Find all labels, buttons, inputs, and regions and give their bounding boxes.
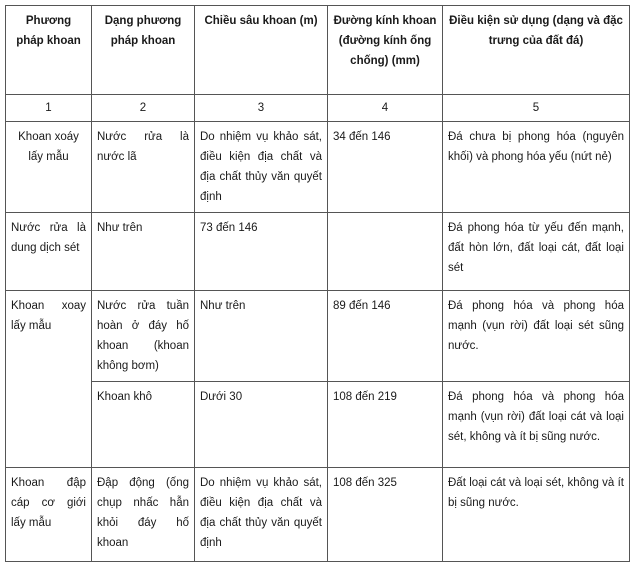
column-number-row [6,95,630,122]
conditions-cell: Đá phong hóa từ yếu đến mạnh, đất hòn lớn, đất loại cát, đất loại sét [443,213,630,291]
header-method: Phương pháp khoan [6,6,92,95]
header-type: Dạng phương pháp khoan [92,6,195,95]
type-cell: Nước rửa là nước lã [92,122,195,213]
column-number: 3 [195,95,328,122]
drilling-methods-table [5,5,630,562]
header-diameter: Đường kính khoan (đường kính ống chống) (mm) [328,6,443,95]
column-number: 4 [328,95,443,122]
table-row [6,213,630,291]
depth-cell: Dưới 30 [195,382,328,468]
diameter-cell: 89 đến 146 [328,291,443,382]
depth-cell: Do nhiệm vụ khảo sát, điều kiện địa chất và địa chất thủy văn quyết định [195,122,328,213]
type-cell: Như trên [92,213,195,291]
method-cell: Khoan xoay lấy mẫu [6,291,92,468]
header-row [6,6,630,95]
table-row [6,291,630,382]
header-depth: Chiều sâu khoan (m) [195,6,328,95]
depth-cell: 73 đến 146 [195,213,328,291]
depth-cell: Như trên [195,291,328,382]
type-cell: Nước rửa tuần hoàn ở đáy hố khoan (khoan không bơm) [92,291,195,382]
diameter-cell: 108 đến 325 [328,468,443,562]
conditions-cell: Đá phong hóa và phong hóa mạnh (vụn rời) đất loại cát và loại sét, không và ít bị sũng nước. [443,382,630,468]
column-number: 5 [443,95,630,122]
diameter-cell: 34 đến 146 [328,122,443,213]
method-cell: Nước rửa là dung dịch sét [6,213,92,291]
column-number: 2 [92,95,195,122]
table-row [6,122,630,213]
conditions-cell: Đá phong hóa và phong hóa mạnh (vụn rời) đất loại sét sũng nước. [443,291,630,382]
table-row [6,382,630,468]
conditions-cell: Đất loại cát và loại sét, không và ít bị sũng nước. [443,468,630,562]
type-cell: Đập động (ống chụp nhấc hẫn khỏi đáy hố khoan [92,468,195,562]
column-number: 1 [6,95,92,122]
header-conditions: Điều kiện sử dụng (dạng và đặc trưng của đất đá) [443,6,630,95]
type-cell: Khoan khô [92,382,195,468]
depth-cell: Do nhiệm vụ khảo sát, điều kiện địa chất và địa chất thủy văn quyết định [195,468,328,562]
diameter-cell [328,213,443,291]
diameter-cell: 108 đến 219 [328,382,443,468]
table-row [6,468,630,562]
method-cell: Khoan đập cáp cơ giới lấy mẫu [6,468,92,562]
conditions-cell: Đá chưa bị phong hóa (nguyên khối) và phong hóa yếu (nứt nẻ) [443,122,630,213]
method-cell: Khoan xoáy lấy mẫu [6,122,92,213]
